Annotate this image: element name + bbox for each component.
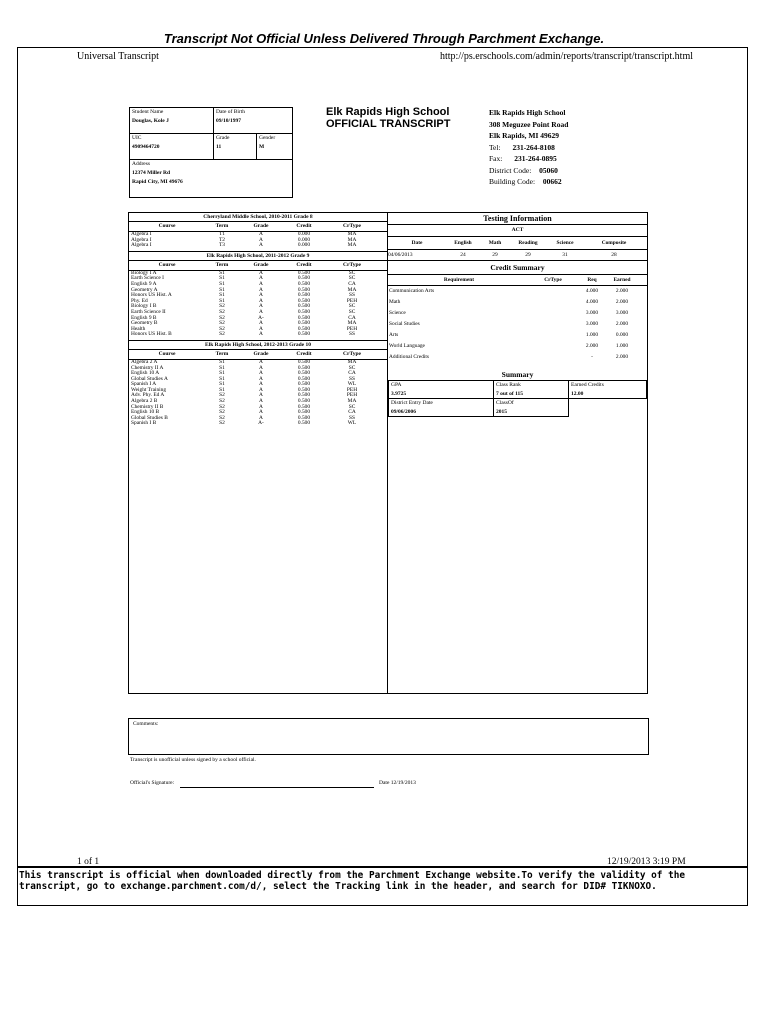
comments-box: [128, 718, 649, 755]
course-term: S2: [219, 398, 225, 405]
course-grade: A: [259, 320, 263, 327]
course-credit: 0.500: [297, 375, 311, 382]
classof-label: ClassOf: [496, 400, 514, 406]
course-grade: A: [259, 286, 263, 293]
column-header-course: Course: [158, 261, 176, 268]
credit-summary-row: [388, 308, 647, 319]
building-value: 00662: [542, 177, 562, 186]
gender-value: M: [259, 144, 265, 150]
course-course: Biology I B: [131, 303, 157, 310]
course-term: S2: [219, 303, 225, 310]
course-crtype: PEH: [346, 392, 358, 399]
credit-requirement: World Language: [389, 343, 425, 349]
section-title: Elk Rapids High School, 2012-2013 Grade 10: [129, 341, 387, 350]
cs-header-req: Req: [587, 277, 597, 283]
gpa-value: 3.9725: [391, 391, 407, 397]
school-street: 308 Meguzee Point Road: [489, 119, 569, 129]
course-crtype: PEH: [346, 297, 358, 304]
credit-crtype: [529, 330, 577, 341]
course-course: Geometry A: [131, 286, 158, 293]
course-term: S1: [219, 286, 225, 293]
course-crtype: SS: [349, 292, 355, 299]
course-credit: 0.500: [297, 420, 311, 427]
column-header-grade: Grade: [253, 223, 269, 229]
course-credit: 0.500: [297, 275, 311, 282]
column-header-credit: Credit: [296, 223, 312, 229]
course-course: English 10 A: [131, 370, 160, 377]
column-header-grade: Grade: [253, 350, 269, 357]
act-header: Reading: [518, 240, 538, 246]
fax-value: 231-264-0895: [514, 154, 557, 163]
course-credit: 0.500: [297, 398, 311, 405]
course-course: Chemistry II A: [131, 364, 164, 371]
course-grade: A: [259, 231, 263, 237]
course-crtype: WL: [347, 381, 357, 388]
district-label: District Code:: [489, 165, 532, 175]
course-course: Biology I A: [131, 269, 157, 276]
classof-value: 2015: [496, 409, 507, 415]
course-course: Algebra 2 A: [131, 358, 158, 365]
course-grade: A: [259, 370, 263, 377]
course-row: [129, 243, 387, 249]
gender-label: Gender: [259, 135, 276, 141]
credit-req: 3.000: [585, 321, 599, 327]
footer-rule: [17, 866, 748, 868]
course-course: Weight Training: [131, 386, 167, 393]
parchment-banner: Transcript Not Official Unless Delivered Through Parchment Exchange.: [163, 31, 605, 46]
credit-summary-row: [388, 319, 647, 330]
course-crtype: MA: [347, 231, 357, 237]
credit-earned: 2.000: [615, 299, 629, 305]
cs-header-requirement: Requirement: [443, 277, 475, 283]
course-crtype: CA: [348, 370, 356, 377]
credit-req: 1.000: [585, 332, 599, 338]
summary-title: Summary: [501, 370, 534, 379]
signature-line: [180, 787, 374, 788]
course-course: Health: [131, 325, 146, 332]
act-header: English: [454, 240, 472, 246]
dob-label: Date of Birth: [216, 109, 246, 115]
rank-label: Class Rank: [496, 382, 521, 388]
credit-summary-row: [388, 352, 647, 363]
course-credit: 0.500: [297, 297, 311, 304]
course-term: S1: [219, 364, 225, 371]
course-credit: 0.500: [297, 364, 311, 371]
course-term: S1: [219, 269, 225, 276]
school-address: [489, 107, 568, 188]
course-term: S1: [219, 370, 225, 377]
credit-crtype: [529, 341, 577, 352]
column-header-term: Term: [215, 350, 229, 357]
course-course: Global Studies A: [131, 375, 168, 382]
section-title: Cherryland Middle School, 2010-2011 Grade 8: [129, 213, 387, 222]
credit-earned: 2.000: [615, 288, 629, 294]
credit-summary-header: [388, 274, 647, 285]
course-section: [129, 213, 387, 251]
course-credit: 0.500: [297, 370, 311, 377]
credit-requirement: Additional Credits: [389, 354, 429, 360]
course-crtype: SS: [349, 375, 355, 382]
course-row: [129, 421, 387, 427]
course-crtype: SC: [348, 275, 356, 282]
act-header: Science: [556, 240, 574, 246]
column-header-credit: Credit: [296, 350, 312, 357]
course-course: Algebra I: [131, 236, 152, 243]
page-number: 1 of 1: [77, 857, 100, 867]
student-info-table: [129, 107, 293, 198]
gpa-label: GPA: [391, 382, 402, 388]
course-term: S2: [219, 392, 225, 399]
course-term: T1: [219, 231, 225, 237]
course-credit: 0.500: [297, 381, 311, 388]
cs-header-earned: Earned: [613, 277, 631, 283]
course-grade: A: [259, 381, 263, 388]
act-header: Math: [488, 240, 502, 246]
credit-summary-row: [388, 341, 647, 352]
course-course: Honors US Hist. A: [131, 292, 172, 299]
column-header-course: Course: [158, 350, 176, 357]
course-grade: A: [259, 358, 263, 365]
rank-value: 7 out of 115: [496, 391, 524, 397]
credit-earned: 0.000: [615, 332, 629, 338]
course-credit: 0.500: [297, 303, 311, 310]
course-credit: 0.500: [297, 314, 311, 321]
unofficial-note: Transcript is unofficial unless signed by a school official.: [130, 757, 256, 763]
course-crtype: SS: [349, 331, 355, 338]
course-course: English 10 B: [131, 409, 160, 416]
credit-summary-row: [388, 297, 647, 308]
course-term: S2: [219, 403, 225, 410]
course-crtype: MA: [347, 286, 357, 293]
credit-summary-row: [388, 330, 647, 341]
course-row: [129, 332, 387, 338]
credit-earned: 1.000: [615, 343, 629, 349]
course-term: T3: [219, 242, 225, 249]
building-label: Building Code:: [489, 177, 536, 186]
course-term: S1: [219, 297, 225, 304]
course-term: S1: [219, 358, 225, 365]
act-value: 24: [460, 252, 466, 258]
earned-credits-label: Earned Credits: [571, 382, 604, 388]
credit-earned: 2.000: [615, 354, 629, 360]
course-course: Spanish I B: [131, 420, 157, 427]
credit-req: -: [591, 354, 593, 360]
address-label: Address: [132, 161, 151, 167]
course-grade: A: [259, 292, 263, 299]
course-course: English 9 A: [131, 280, 157, 287]
credit-requirement: Science: [389, 310, 406, 316]
right-panel: [388, 212, 648, 694]
course-grade: A: [259, 242, 263, 249]
credit-requirement: Social Studies: [389, 321, 420, 327]
course-term: S1: [219, 275, 225, 282]
credit-requirement: Arts: [389, 332, 399, 338]
student-name: Douglas, Kole J: [132, 118, 169, 124]
credit-earned: 2.000: [615, 321, 629, 327]
course-grade: A-: [258, 420, 264, 427]
course-course: Earth Science I: [131, 275, 164, 282]
column-header-crtype: CrType: [343, 350, 361, 357]
course-crtype: SC: [348, 303, 356, 310]
address-line2: Rapid City, MI 49676: [132, 179, 183, 185]
column-header-term: Term: [215, 261, 229, 268]
course-credit: 0.500: [297, 286, 311, 293]
course-grade: A: [259, 280, 263, 287]
course-crtype: CA: [348, 409, 356, 416]
course-crtype: PEH: [346, 386, 358, 393]
course-grade: A: [259, 364, 263, 371]
sign-date: Date 12/19/2013: [379, 780, 416, 786]
fax-label: Fax:: [489, 154, 503, 163]
course-term: S1: [219, 381, 225, 388]
course-grade: A: [259, 409, 263, 416]
course-term: S2: [219, 308, 225, 315]
credit-requirement: Math: [389, 299, 401, 305]
course-crtype: MA: [347, 236, 357, 243]
column-header-course: Course: [158, 223, 176, 229]
course-crtype: SC: [348, 269, 356, 276]
course-term: S2: [219, 409, 225, 416]
course-grade: A: [259, 325, 263, 332]
course-grade: A: [259, 269, 263, 276]
course-crtype: WL: [347, 420, 357, 427]
course-course: Geometry B: [131, 320, 158, 327]
cs-header-crtype: CrType: [544, 277, 562, 283]
act-header-row: [388, 236, 647, 249]
signature-label: Official's Signature:: [130, 780, 175, 786]
credit-req: 3.000: [585, 310, 599, 316]
course-grade: A: [259, 331, 263, 338]
course-credit: 0.500: [297, 403, 311, 410]
course-credit: 0.000: [297, 242, 311, 249]
school-city: Elk Rapids, MI 49629: [489, 131, 560, 140]
course-crtype: CA: [348, 314, 356, 321]
act-label: ACT: [511, 227, 524, 233]
entry-date-value: 09/06/2006: [391, 409, 417, 415]
course-credit: 0.000: [297, 236, 311, 243]
course-credit: 0.000: [297, 231, 311, 237]
course-term: S1: [219, 375, 225, 382]
course-term: S2: [219, 325, 225, 332]
column-header-grade: Grade: [253, 261, 269, 268]
credit-req: 2.000: [585, 343, 599, 349]
course-grade: A: [259, 386, 263, 393]
column-header-crtype: CrType: [343, 223, 361, 229]
course-credit: 0.500: [297, 280, 311, 287]
course-history: [128, 212, 388, 694]
course-credit: 0.500: [297, 331, 311, 338]
course-term: S1: [219, 280, 225, 287]
course-section: [129, 251, 387, 340]
tel-value: 231-264-8108: [512, 142, 555, 152]
course-course: English 9 B: [131, 314, 157, 321]
course-term: S2: [219, 414, 225, 421]
act-value: 31: [562, 252, 568, 258]
act-value: 04/06/2013: [388, 252, 413, 258]
header-title: Universal Transcript: [77, 51, 159, 62]
header-url[interactable]: http://ps.erschools.com/admin/reports/transcript/transcript.html: [440, 51, 694, 62]
course-crtype: MA: [347, 242, 357, 249]
course-credit: 0.500: [297, 414, 311, 421]
course-credit: 0.500: [297, 325, 311, 332]
credit-crtype: [529, 352, 577, 363]
course-credit: 0.500: [297, 320, 311, 327]
credit-crtype: [529, 286, 577, 297]
column-header-term: Term: [215, 223, 229, 229]
school-title: Elk Rapids High School: [326, 106, 450, 118]
earned-credits-value: 12.00: [571, 391, 584, 397]
course-grade: A: [259, 297, 263, 304]
course-term: S1: [219, 292, 225, 299]
act-value-row: [388, 249, 647, 260]
course-grade: A: [259, 275, 263, 282]
course-grade: A: [259, 236, 263, 243]
act-value: 29: [525, 252, 531, 258]
course-crtype: SC: [348, 364, 356, 371]
course-crtype: MA: [347, 320, 357, 327]
course-crtype: MA: [347, 358, 357, 365]
course-grade: A: [259, 398, 263, 405]
course-term: T2: [219, 236, 225, 243]
course-credit: 0.500: [297, 292, 311, 299]
course-crtype: PEH: [346, 325, 358, 332]
act-header: Composite: [601, 240, 627, 246]
course-term: S2: [219, 331, 225, 338]
school-name: Elk Rapids High School: [489, 108, 566, 117]
column-header-credit: Credit: [296, 261, 312, 268]
tel-label: Tel:: [489, 142, 501, 152]
section-title: Elk Rapids High School, 2011-2012 Grade 9: [129, 252, 387, 261]
act-value: 29: [492, 252, 498, 258]
act-value: 28: [611, 252, 617, 258]
course-credit: 0.500: [297, 386, 311, 393]
course-crtype: SS: [349, 414, 355, 421]
course-term: S2: [219, 320, 225, 327]
course-course: Adv. Phy. Ed A: [131, 392, 165, 399]
course-credit: 0.500: [297, 269, 311, 276]
credit-summary-row: [388, 286, 647, 297]
course-credit: 0.500: [297, 308, 311, 315]
course-course: Phy. Ed: [131, 297, 148, 304]
course-crtype: SC: [348, 308, 356, 315]
address-line1: 12374 Miller Rd: [132, 170, 171, 176]
credit-crtype: [529, 319, 577, 330]
course-course: Spanish I A: [131, 381, 157, 388]
entry-date-label: District Entry Date: [391, 400, 433, 406]
course-grade: A: [259, 403, 263, 410]
comments-label: Comments:: [133, 721, 159, 727]
credit-earned: 3.000: [615, 310, 629, 316]
course-grade: A: [259, 303, 263, 310]
uic-label: UIC: [132, 135, 142, 141]
column-header-crtype: CrType: [343, 261, 361, 268]
course-crtype: MA: [347, 398, 357, 405]
course-term: S2: [219, 314, 225, 321]
credit-crtype: [529, 297, 577, 308]
course-course: Earth Science II: [131, 308, 166, 315]
credit-crtype: [529, 308, 577, 319]
student-name-label: Student Name: [132, 109, 164, 115]
course-credit: 0.500: [297, 409, 311, 416]
credit-summary-title: Credit Summary: [388, 260, 647, 274]
dob-value: 09/10/1997: [216, 118, 242, 124]
course-grade: A: [259, 414, 263, 421]
course-course: Chemistry II B: [131, 403, 164, 410]
act-header: Date: [411, 240, 423, 246]
course-credit: 0.500: [297, 392, 311, 399]
course-grade: A: [259, 375, 263, 382]
course-course: Honors US Hist. B: [131, 331, 172, 338]
course-course: Algebra I: [131, 242, 152, 249]
course-crtype: CA: [348, 280, 356, 287]
course-course: Global Studies B: [131, 414, 168, 421]
credit-requirement: Communication Arts: [389, 288, 435, 294]
course-grade: A: [259, 392, 263, 399]
district-value: 05060: [539, 165, 558, 175]
testing-title: Testing Information: [388, 213, 647, 225]
print-timestamp: 12/19/2013 3:19 PM: [607, 857, 686, 867]
course-grade: A: [259, 308, 263, 315]
course-section: [129, 340, 387, 427]
credit-req: 4.000: [585, 299, 599, 305]
course-term: S2: [219, 420, 225, 427]
grade-value: 11: [216, 144, 222, 150]
course-credit: 0.500: [297, 358, 311, 365]
course-term: S1: [219, 386, 225, 393]
uic-value: 4909464720: [132, 144, 160, 150]
course-grade: A-: [258, 314, 264, 321]
course-course: Algebra I: [131, 231, 152, 237]
credit-req: 4.000: [585, 288, 599, 294]
grade-label: Grade: [216, 135, 230, 141]
summary-table: [388, 380, 647, 417]
course-course: Algebra 2 B: [131, 398, 158, 405]
verification-text: This transcript is official when downloaded directly from the Parchment Exchange website.To verify the validity of the transcript, go to exchange.parchment.com/d/, select the Tracking link in the header, and search for DID# TIKNOXO.: [19, 870, 686, 892]
transcript-title: OFFICIAL TRANSCRIPT: [326, 118, 451, 130]
course-crtype: SC: [348, 403, 356, 410]
